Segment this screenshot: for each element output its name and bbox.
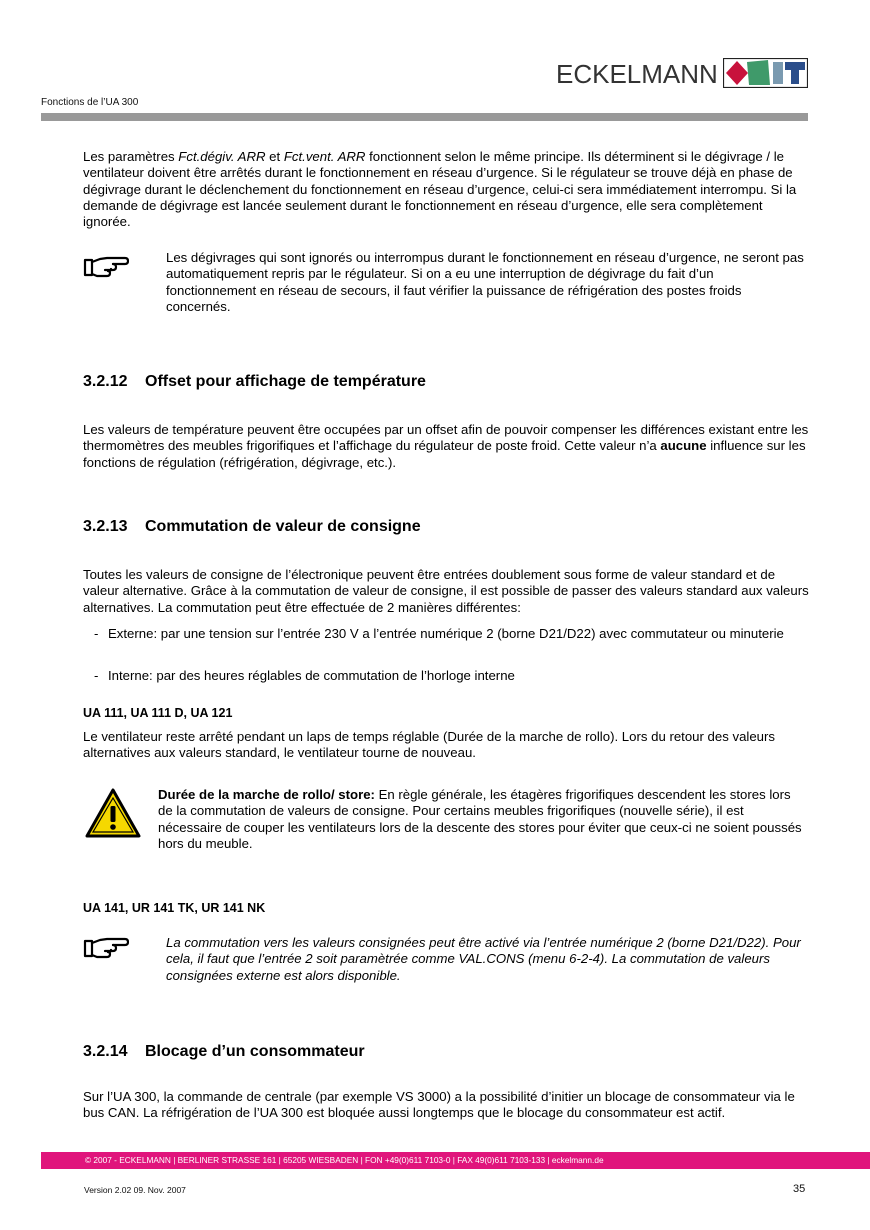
logo-squares-icon — [723, 58, 808, 88]
note-defrost-interrupt: Les dégivrages qui sont ignorés ou interrompus durant le fonctionnement en réseau d’urgence, ne seront pas automatiquement repris par le régulateur. Si on a eu une interruption de dégivrage du fait d’un fonctionnement en réseau de secours, il faut vérifier la puissance de réfrigération des postes froids concernés. — [166, 250, 804, 314]
emphasis-aucune: aucune — [660, 438, 707, 454]
fan-paragraph: Le ventilateur reste arrêté pendant un laps de temps réglable (Durée de la marche de rollo). Lors du retour des valeurs alternatives aux valeurs standard, le ventilateur tourne de nouveau. — [83, 729, 775, 761]
heading-number: 3.2.12 — [83, 373, 128, 390]
heading-title: Offset pour affichage de température — [145, 373, 426, 390]
note-digital-input: La commutation vers les valeurs consignées peut être activé via l’entrée numérique 2 (borne D21/D22). Pour cela, il faut que l’entrée 2 soit paramètrée comme VAL.CONS (menu 6-2-4). La commutation de valeurs consignées externe est alors disponible. — [166, 935, 801, 983]
list-item: - Externe: par une tension sur l’entrée 230 V a l’entrée numérique 2 (borne D21/D22) avec commutateur ou minuterie — [94, 626, 784, 641]
subheading-ua141: UA 141, UR 141 TK, UR 141 NK — [83, 901, 266, 915]
warning-triangle-icon — [84, 787, 142, 839]
heading-title: Blocage d’un consommateur — [145, 1043, 365, 1060]
pointing-hand-icon — [83, 255, 129, 279]
eckelmann-logo — [556, 57, 808, 89]
intro-paragraph: Les paramètres Fct.dégiv. ARR et Fct.vent. ARR fonctionnent selon le même principe. Ils déterminent si le dégivrage / le ventilateur doivent être arrêtés durant le fonctionnement en réseau d’urgence. Si le régulateur se trouve déjà en phase de dégivrage durant le déclenchement du fonctionnement en réseau d’urgence, celui-ci sera immédiatement interrompu. Si la demande de dégivrage est lancée seulement durant le fonctionnement en réseau d’urgence, elle sera complètement ignorée. — [83, 149, 797, 230]
setpoint-paragraph: Toutes les valeurs de consigne de l’électronique peuvent être entrées doublement sous forme de valeur standard et de valeur alternative. Grâce à la commutation de valeur de consigne, il est possible de passer des valeurs standard aux valeurs alternatives. La commutation peut être effectuée de 2 manières différentes: — [83, 567, 809, 615]
heading-title: Commutation de valeur de consigne — [145, 518, 421, 535]
warning-rollo-duration: Durée de la marche de rollo/ store: En règle générale, les étagères frigorifiques descendent les stores lors de la commutation de valeurs de consigne. Pour certains meubles frigorifiques (nouvelle série), il est nécessaire de couper les ventilateurs lors de la descente des stores pour éviter que ceux-ci ne soient poussés hors du meuble. — [158, 787, 802, 851]
offset-paragraph: Les valeurs de température peuvent être occupées par un offset afin de pouvoir compenser les différences existant entre les thermomètres des meubles frigorifiques et l’affichage du régulateur de poste froid. Cette valeur n’a aucune influence sur les fonctions de régulation (réfrigération, dégivrage, etc.). — [83, 422, 809, 470]
list-item: - Interne: par des heures réglables de commutation de l’horloge interne — [94, 668, 515, 683]
blocking-paragraph: Sur l’UA 300, la commande de centrale (par exemple VS 3000) a la possibilité d’initier un blocage de consommateur via le bus CAN. La réfrigération de l’UA 300 est bloquée aussi longtemps que le blocage du consommateur est actif. — [83, 1089, 795, 1121]
pointing-hand-icon — [83, 936, 129, 960]
page-number: 35 — [793, 1183, 806, 1195]
header-divider — [41, 113, 808, 121]
section-running-title: Fonctions de l’UA 300 — [41, 97, 139, 108]
heading-number: 3.2.14 — [83, 1043, 128, 1060]
heading-3-2-14 — [83, 1043, 365, 1061]
footer-bar — [41, 1152, 870, 1169]
subheading-ua111: UA 111, UA 111 D, UA 121 — [83, 706, 233, 720]
param-fct-vent: Fct.vent. ARR — [283, 149, 366, 164]
version-date: Version 2.02 09. Nov. 2007 — [84, 1185, 186, 1195]
heading-3-2-12 — [83, 373, 426, 391]
param-fct-degiv: Fct.dégiv. ARR — [178, 149, 266, 164]
heading-number: 3.2.13 — [83, 518, 128, 535]
footer-imprint: © 2007 - ECKELMANN | BERLINER STRASSE 161 | 65205 WIESBADEN | FON +49(0)611 7103-0 | FAX 49(0)611 7103-133 | eckelmann.de — [85, 1155, 604, 1165]
heading-3-2-13 — [83, 518, 421, 536]
logo-wordmark: ECKELMANN — [556, 59, 718, 89]
